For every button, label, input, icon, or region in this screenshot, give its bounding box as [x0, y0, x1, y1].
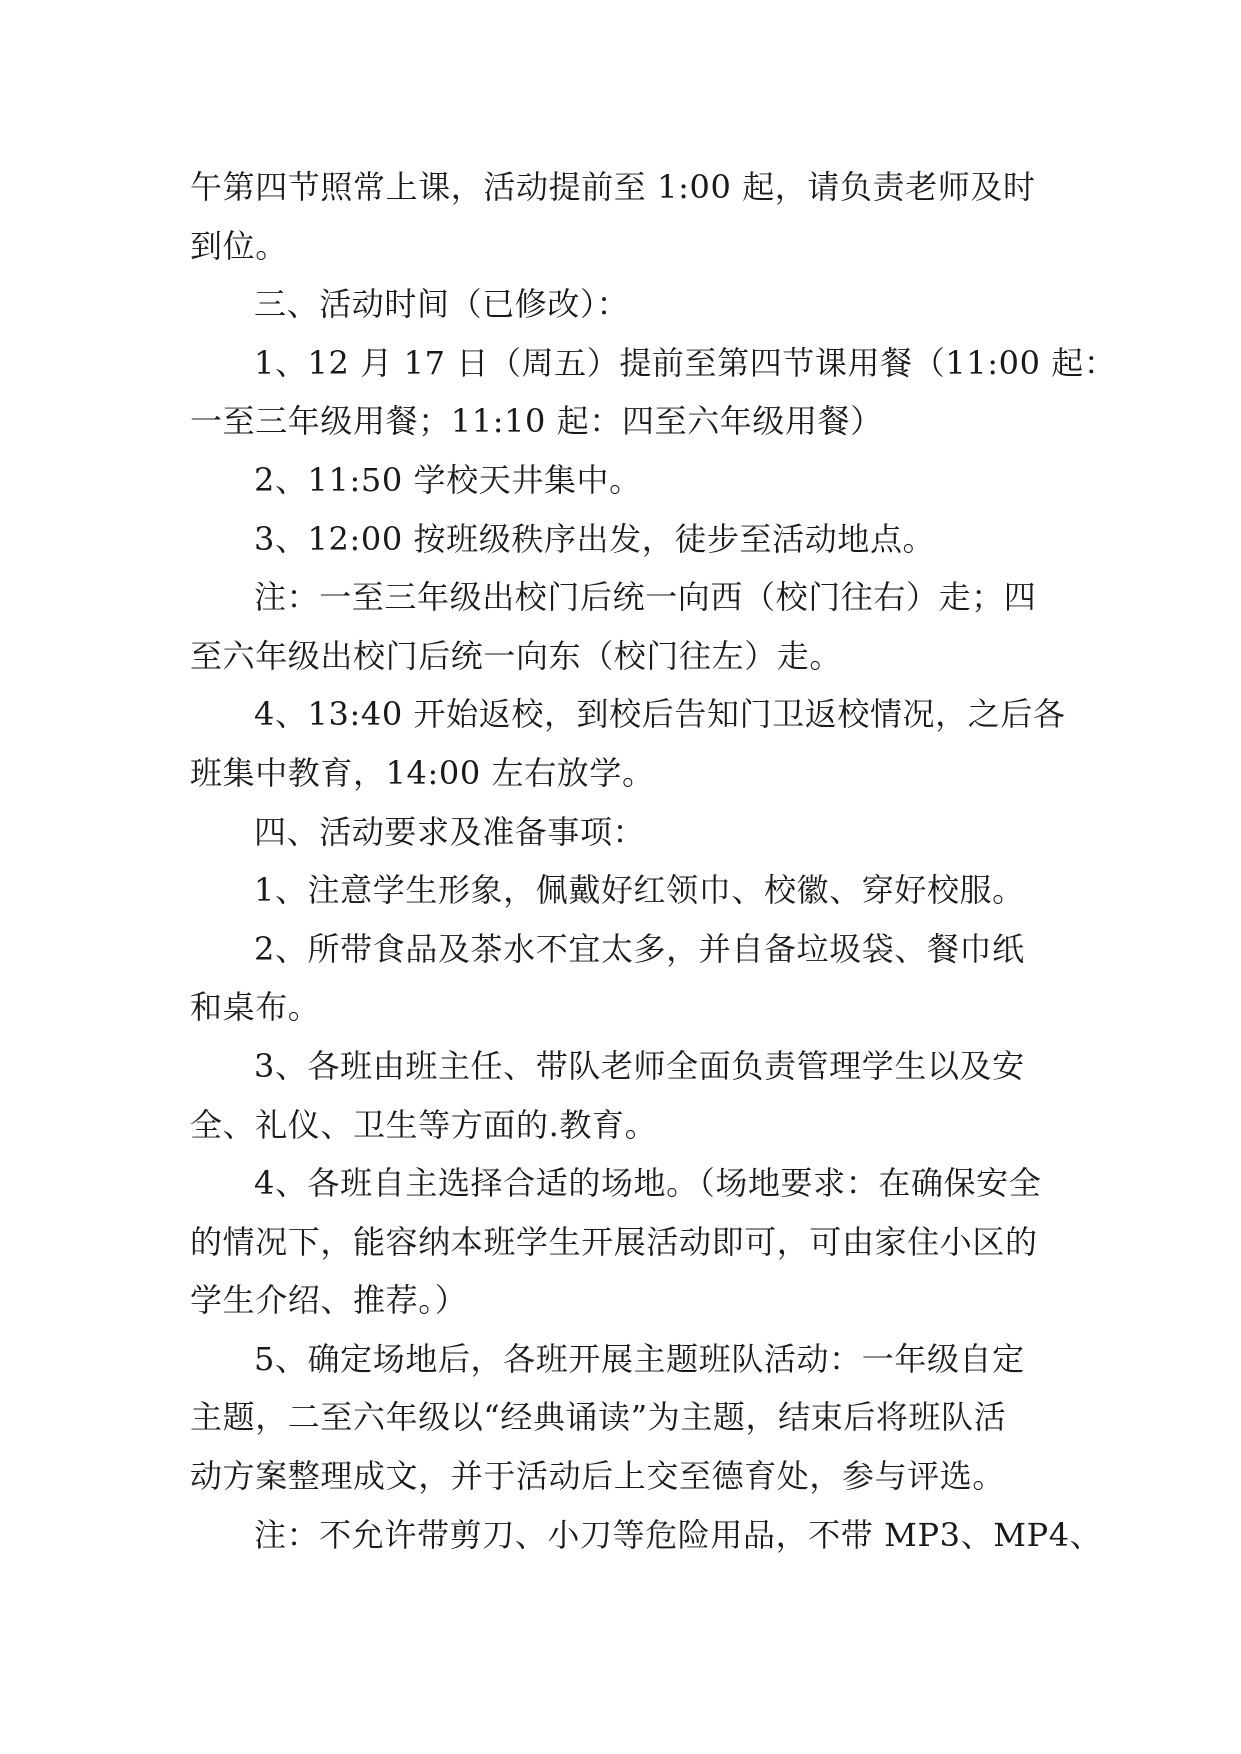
section-heading-3: 三、活动时间（已修改）：: [254, 285, 630, 324]
text-line: 2、11:50 学校天井集中。: [254, 460, 642, 499]
section-heading-4: 四、活动要求及准备事项：: [254, 812, 646, 851]
note-line: 注：一至三年级出校门后统一向西（校门往右）走；四: [254, 578, 1037, 617]
text-line: 主题，二至六年级以“经典诵读”为主题，结束后将班队活: [190, 1398, 1007, 1437]
text-line: 和桌布。: [190, 988, 321, 1027]
text-line: 1、12 月 17 日（周五）提前至第四节课用餐（11:00 起：: [254, 343, 1117, 382]
document-body: [190, 158, 1117, 1564]
text-line: 午第四节照常上课，活动提前至 1:00 起，请负责老师及时: [190, 168, 1036, 206]
text-line: 1、注意学生形象，佩戴好红领巾、校徽、穿好校服。: [254, 871, 1025, 910]
text-line: 4、各班自主选择合适的场地。（场地要求：在确保安全: [254, 1164, 1042, 1203]
text-line: 一至三年级用餐；11:10 起：四至六年级用餐）: [190, 402, 883, 441]
text-line: 2、所带食品及茶水不宜太多，并自备垃圾袋、餐巾纸: [254, 929, 1025, 968]
text-line: 的情况下，能容纳本班学生开展活动即可，可由家住小区的: [190, 1222, 1038, 1261]
text-line: 5、确定场地后，各班开展主题班队活动：一年级自定: [254, 1339, 1025, 1378]
text-line: 3、各班由班主任、带队老师全面负责管理学生以及安: [254, 1046, 1025, 1085]
text-line: 动方案整理成文，并于活动后上交至德育处，参与评选。: [190, 1457, 1006, 1496]
text-line: 全、礼仪、卫生等方面的.教育。: [190, 1105, 658, 1144]
text-line: 到位。: [190, 226, 288, 265]
text-line: 至六年级出校门后统一向东（校门往左）走。: [190, 636, 843, 675]
text-line: 班集中教育，14:00 左右放学。: [190, 753, 655, 792]
text-line: 3、12:00 按班级秩序出发，徒步至活动地点。: [254, 519, 936, 558]
text-line: 学生介绍、推荐。）: [190, 1281, 468, 1320]
text-line: 4、13:40 开始返校，到校后告知门卫返校情况，之后各: [254, 695, 1066, 734]
note-line: 注：不允许带剪刀、小刀等危险用品，不带 MP3、MP4、: [254, 1515, 1103, 1554]
